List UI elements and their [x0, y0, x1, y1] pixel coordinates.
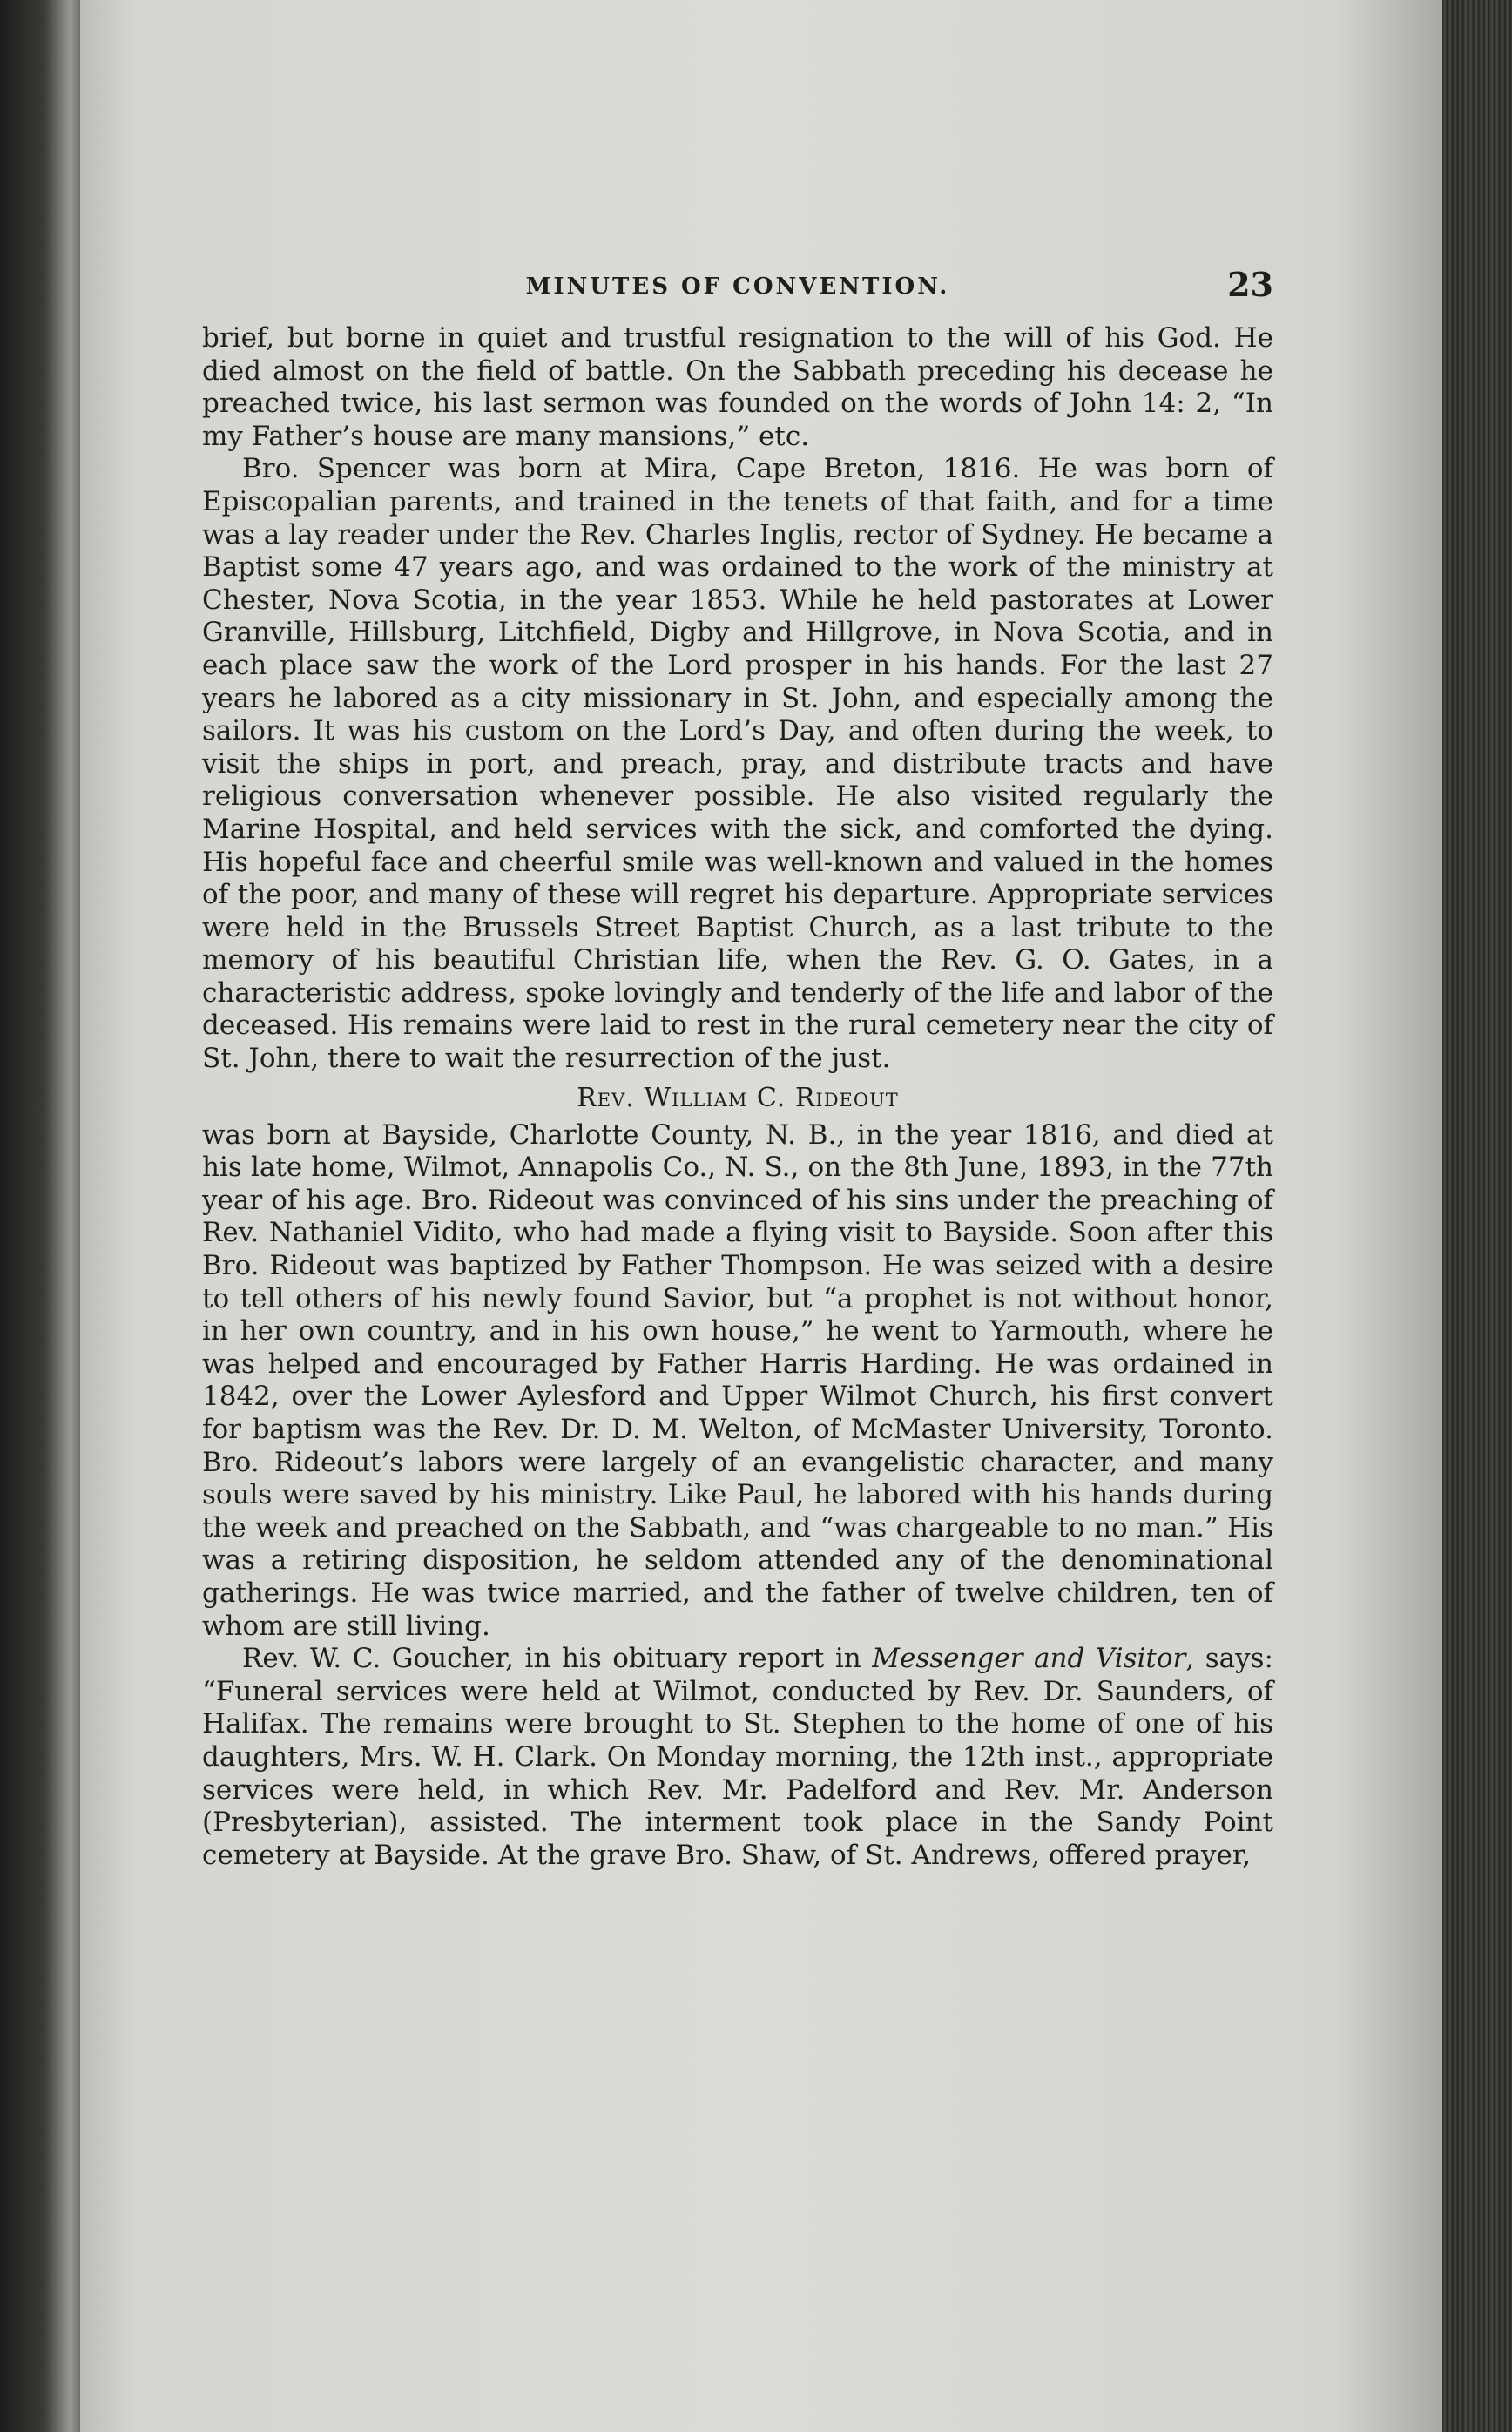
body-paragraph	[202, 1643, 1273, 1872]
running-title: MINUTES OF CONVENTION.	[525, 274, 950, 300]
italic-text: Messenger and Visitor	[872, 1643, 1186, 1675]
section-heading: Rev. William C. Rideout	[577, 1082, 899, 1113]
page-content	[202, 261, 1273, 1872]
text-block-before-heading	[202, 322, 1273, 1076]
facing-page-edge	[0, 0, 80, 2432]
body-paragraph	[202, 1119, 1273, 1644]
paragraph-text: Bro. Spencer was born at Mira, Cape Breton, 1816. He was born of Episcopalian parents, and trained in the tenets of that faith, and for a time was a lay reader under the Rev. Charles Inglis, rector of Sydney. He became a Baptist some 47 years ago, and was ordained to the work of the ministry at Chester, Nova Scotia, in the year 1853. While he held pastorates at Lower Granville, Hillsburg, Litchfield, Digby and Hillgrove, in Nova Scotia, and in each place saw the work of the Lord prosper in his hands. For the last 27 years he labored as a city missionary in St. John, and especially among the sailors. It was his custom on the Lord’s Day, and often during the week, to visit the ships in port, and preach, pray, and distribute tracts and have religious conversation whenever possible. He also visited regularly the Marine Hospital, and held services with the sick, and comforted the dying. His hopeful face and cheerful smile was well-known and valued in the homes of the poor, and many of these will regret his departure. Appropriate services were held in the Brussels Street Baptist Church, as a last tribute to the memory of his beautiful Christian life, when the Rev. G. O. Gates, in a characteristic address, spoke lovingly and tenderly of the life and labor of the deceased. His remains were laid to rest in the rural cemetery near the city of St. John, there to wait the resurrection of the just.	[202, 453, 1273, 1075]
book-page	[80, 0, 1446, 2432]
paragraph-text: brief, but borne in quiet and trustful resignation to the will of his God. He died almost on the field of battle. On the Sabbath preceding his decease he preached twice, his last sermon was founded on the words of John 14: 2, “In my Father’s house are many mansions,” etc.	[202, 322, 1273, 452]
paragraph-text: Rev. W. C. Goucher, in his obituary report in	[242, 1643, 873, 1675]
paragraph-text: , says: “Funeral services were held at Wilmot, conducted by Rev. Dr. Saunders, of Halifax. The remains were brought to St. Stephen to the home of one of his daughters, Mrs. W. H. Clark. On Monday morning, the 12th inst., appropriate services were held, in which Rev. Mr. Padelford and Rev. Mr. Anderson (Presbyterian), assisted. The interment took place in the Sandy Point cemetery at Bayside. At the grave Bro. Shaw, of St. Andrews, offered prayer,	[202, 1643, 1273, 1871]
paragraph-text: was born at Bayside, Charlotte County, N. B., in the year 1816, and died at his late home, Wilmot, Annapolis Co., N. S., on the 8th June, 1893, in the 77th year of his age. Bro. Rideout was convinced of his sins under the preaching of Rev. Nathaniel Vidito, who had made a flying visit to Bayside. Soon after this Bro. Rideout was baptized by Father Thompson. He was seized with a desire to tell others of his newly found Savior, but “a prophet is not without honor, in her own country, and in his own house,” he went to Yarmouth, where he was helped and encouraged by Father Harris Harding. He was ordained in 1842, over the Lower Aylesford and Upper Wilmot Church, his first convert for baptism was the Rev. Dr. D. M. Welton, of McMaster University, Toronto. Bro. Rideout’s labors were largely of an evangelistic character, and many souls were saved by his ministry. Like Paul, he labored with his hands during the week and preached on the Sabbath, and “was chargeable to no man.” His was a retiring disposition, he seldom attended any of the denominational gatherings. He was twice married, and the father of twelve children, ten of whom are still living.	[202, 1118, 1273, 1642]
body-paragraph	[202, 322, 1273, 453]
text-block-after-heading	[202, 1119, 1273, 1873]
running-head	[202, 261, 1273, 322]
page-number: 23	[1227, 265, 1273, 304]
body-paragraph	[202, 453, 1273, 1075]
page-stack-edge	[1442, 0, 1512, 2432]
